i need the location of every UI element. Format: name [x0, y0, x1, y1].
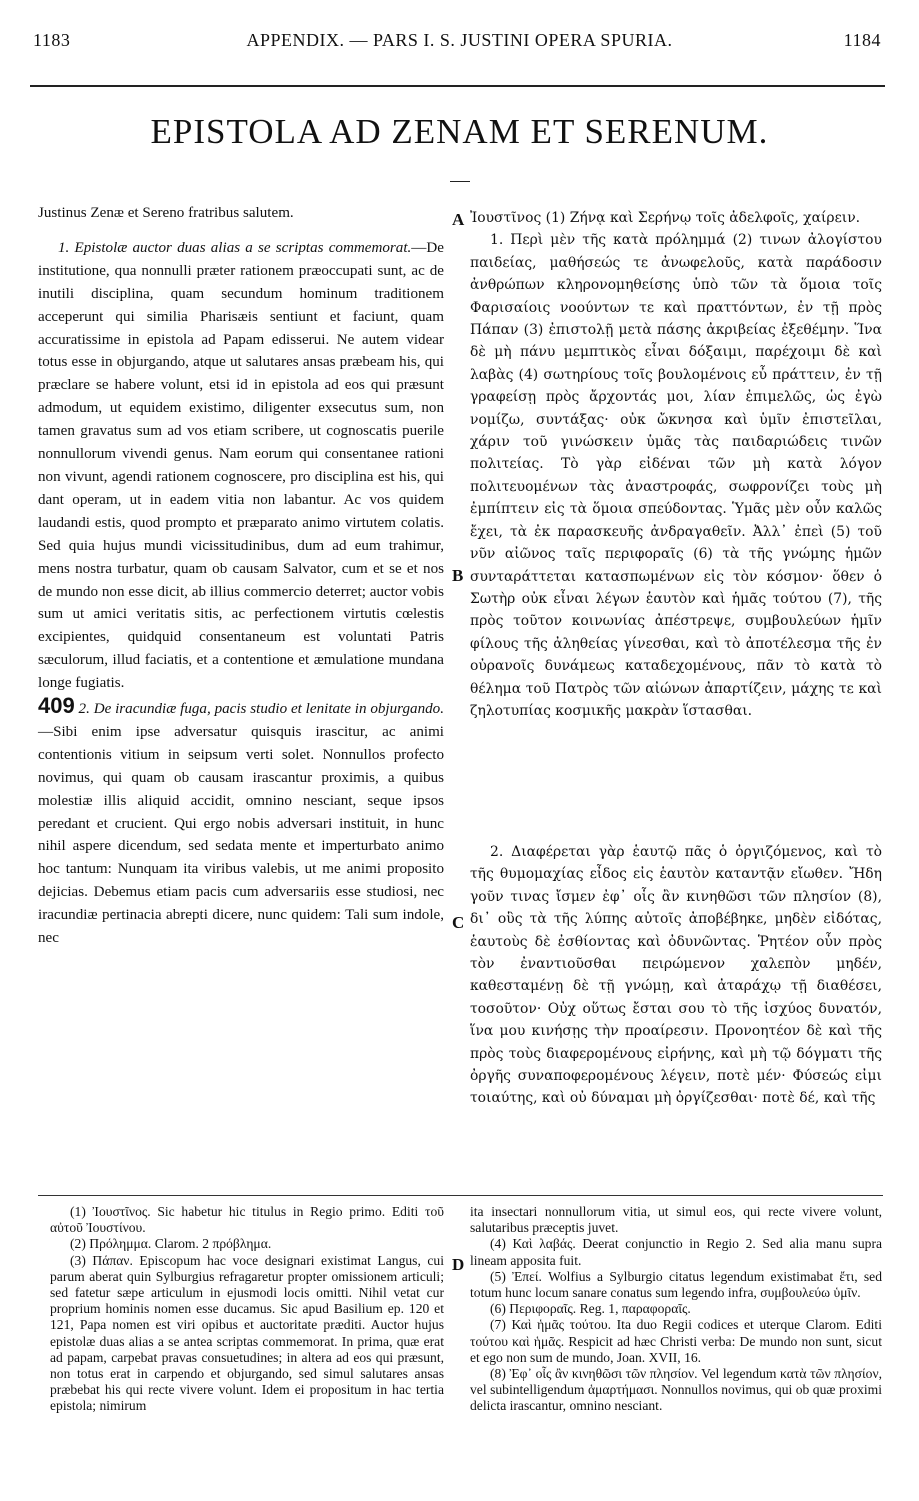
- greek-paragraph-1: 1. Περὶ μὲν τῆς κατὰ πρόλημμά (2) τινων ἀλογίστου παιδείας, μαθήσεώς τε ἀνωφελοῦς, κατὰ παράδοσιν ἀνθρώπων κληρονομηθείσης ὑπὸ τῶν τὰ ὅμοια τοῖς Φαρισαίοις νοούντων τε καὶ πραττόντων, ἐν τῇ πρὸς Πάπαν (3) ἐπιστολῇ μετὰ πάσης ἀκριβείας ἐξεθέμην. Ἵνα δὲ μὴ πάνυ μεμπτικὸς εἶναι δόξαιμι, παρέχοιμι δὲ καὶ λαβὰς (4) σωτηρίους τοῖς βουλομένοις εὖ πράττειν, ἐν τῇ γραφείσῃ πρὸς ἄρχοντάς μοι, λίαν ἐπιμελῶς, ὡς ἐγὼ νομίζω, συντάξας· οὐκ ὤκνησα καὶ ὑμῖν ἐπιστεῖλαι, χάριν τοῦ γινώσκειν ὑμᾶς τὰς παιδαριώδεις τινῶν πολιτείας. Τὸ γὰρ εἰδέναι τῶν μὴ κατὰ λόγον πολιτευομένων τὰς ἀναστροφάς, σωφρονίζει τοὺς μὴ ἐμπίπτειν εἰς τὰ ὅμοια σπεύδοντας. Ὑμᾶς μὲν οὖν καλῶς ἔχει, τὰ ἐκ παρασκευῆς ἀνδραγαθεῖν. Ἀλλ᾽ ἐπεὶ (5) τοῦ νῦν αἰῶνος ταῖς περιφοραῖς (6) τὰ τῆς γνώμης ἡμῶν συνταράττεται κατασπωμένων εἰς τὸν κόσμον· ὅθεν ὁ Σωτὴρ οὐκ εἶναι λέγων ἑαυτὸν καὶ ἡμᾶς τούτου (7), τῆς πρὸς τοῦτον κοινωνίας ἀπέστρεψε, συμβουλεύων ἡμῖν φίλους τῆς ἀληθείας γίνεσθαι, καὶ τὸ ἀποτέλεσμα τῆς ἐν οὐρανοῖς δυνάμεως καταδεχομένους, πᾶν τὸ κατὰ τὸ θέλημα τοῦ Πατρὸς τῶν αἰώνων ἀπαρτίζειν, μάχης τε καὶ ζηλοτυπίας κοσμικῆς μακρὰν ἵστασθαι.: [470, 232, 882, 719]
- footnote-1: (1) Ἰουστῖνος. Sic habetur hic titulus in Regio primo. Editi τοῦ αὐτοῦ Ἰουστίνου.: [50, 1204, 444, 1236]
- header-rule: [30, 85, 885, 87]
- footnote-3-continued: ita insectari nonnullorum vitia, ut simul eos, qui recte vivere volunt, salutaribus præceptis juvet.: [470, 1204, 882, 1236]
- title-divider: [450, 181, 470, 182]
- running-header: [0, 30, 919, 54]
- latin-paragraph-1: [38, 237, 444, 695]
- latin-column: [38, 202, 444, 950]
- latin-p2-heading: 2. De iracundiæ fuga, pacis studio et lenitate in objurgando.: [78, 701, 444, 718]
- footnote-7: (7) Καὶ ἡμᾶς τούτου. Ita duo Regii codices et uterque Clarom. Editi τούτου καὶ ἡμᾶς. Respicit ad hæc Christi verba: De mundo non sunt, sicut et ego non sum de mundo, Joan. XVII, 16.: [470, 1317, 882, 1365]
- greek-column-2: [470, 841, 882, 1110]
- latin-p1-heading: 1. Epistolæ auctor duas alias a se scriptas commemorat.: [58, 239, 412, 256]
- margin-letter-a: A: [452, 210, 465, 229]
- footnote-2: (2) Πρόλημμα. Clarom. 2 πρόβλημα.: [70, 1236, 272, 1252]
- footnotes-right: [470, 1204, 882, 1415]
- footnote-6: (6) Περιφοραῖς. Reg. 1, παραφοραῖς.: [490, 1301, 691, 1317]
- greek-paragraph-2: 2. Διαφέρεται γὰρ ἑαυτῷ πᾶς ὁ ὀργιζόμενος, καὶ τὸ τῆς θυμομαχίας εἶδος εἰς ἑαυτὸν καταντᾷν εἴωθεν. Ἤδη γοῦν τινας ἴσμεν ἐφ᾽ οἷς ἂν κινηθῶσι τῶν πλησίον (8), δι᾽ οὓς τὰ τῆς λύπης αὐτοῖς ἀποβέβηκε, μηδὲν εἰδότας, ἑαυτοὺς δὲ ἐσθίοντας καὶ ὀδυνῶντας. Ῥητέον οὖν πρὸς τὸν ἐναντιοῦσθαι πειρώμενον χαλεπὸν μηδέν, καθεσταμένῃ δὲ τῇ γνώμῃ, καὶ ἀταράχῳ τῇ διαθέσει, τοσοῦτον· Οὐχ οὕτως ἔσται σου τὸ τῆς ἰσχύος δυνατόν, ἵνα μου κινήσῃς τὴν προαίρεσιν. Προνοητέον δὲ καὶ τῆς πρὸς τοὺς διαφερομένους εἰρήνης, καὶ μὴ τῷ δόγματι τῆς ὀργῆς συναποφερομένους λέγειν, ποτὲ μέν· Φύσεώς εἰμι τοιαύτης, καὶ οὐ δύναμαι μὴ ὀργίζεσθαι· ποτὲ δέ, καὶ τῆς: [470, 844, 882, 1107]
- footnotes-left: [50, 1204, 444, 1415]
- latin-p2-text: —Sibi enim ipse adversatur quisquis irascitur, ac animi contentionis vitium in seipsum verti solet. Nonnullos profecto novimus, qui quam ob causam irascantur proximis, a quibus molestiæ illis aliquid accidit, omnino nesciant, seque ipsos peredant et crucient. Qui ergo nobis adversari instituit, in hunc nihil aspere dicendum, sed sedata mente et imperturbato animo hoc tantum: Nunquam ita viribus valebis, ut me animi proposito dejicias. Debemus etiam pacis cum adversariis esse studiosi, nec iracundiæ pertinacia abrepti dicere, nunc quidem: Tali sum indole, nec: [38, 723, 444, 947]
- greek-column: [470, 207, 882, 722]
- latin-p1-text: —De institutione, qua nonnulli præter rationem præoccupati sunt, ac de inutili disciplina, quam secundum hominum traditionem acceperunt qui similia Pharisæis sentiunt et faciunt, quam accuratissime in epistola ad Papam edisserui. Ne autem videar totus esse in objurgando, atque ut salutares ansas præbeam his, qui præclare se habere volunt, etsi id in epistola ad eos qui præsunt admodum, ut equidem existimo, diligenter exsecutus sum, non tamen gravatus sum ad vos etiam scribere, ut cognoscatis puerile nonnullorum vivendi genus. Nam eorum qui consentanee rationi non vivunt, agendi rationem cognoscere, pro disciplina est his, qui dant operam, ut in eadem vitia non labantur. Ac vos quidem laudandi estis, quod prompto et præparato animo virtutem colatis. Sed quia hujus mundi vicissitudinibus, dum ad eum trahimur, mens nostra turbatur, quam ob causam Salvator, cum et se et nos de mundo non esse dicit, ab illius commercio deterret; auctor vobis sum ut amici veritatis sitis, ac perfectionem virtutis cœlestis excipientes, quidquid consentaneum est voluntati Patris sæculorum, illud faciatis, et a contentione et æmulatione mundana longe fugiatis.: [38, 239, 444, 692]
- footnote-3: (3) Πάπαν. Episcopum hac voce designari existimat Langus, cui parum aberat quin Sylburgius refragaretur propter omissionem articuli; sed fatetur sæpe articulum in ejusmodi locis omitti. Nihil vetat cur proprium hominis nomen esse ducamus. Sic apud Basilium ep. 120 et 121, Papa nomen est viri opibus et auctoritate præditi. Auctor hujus epistolæ duas alias a se antea scriptas commemorat. In prima, quæ erat ad papam, carpebat pravas consuetudines; in altera ad eos qui præsunt, non totus erat in carpendo et objurgando, sed simul salutares ansas præbebat his qui recte vivere volunt. Idem ei propositum in hac tertia epistola; nimirum: [50, 1252, 444, 1414]
- footnote-rule: [38, 1195, 883, 1196]
- latin-salutation: Justinus Zenæ et Sereno fratribus salutem.: [38, 205, 294, 221]
- footnote-8: (8) Ἐφ᾽ οἷς ἂν κινηθῶσι τῶν πλησίον. Vel legendum κατὰ τῶν πλησίον, vel subintelligendum ἁμαρτήμασι. Nonnullos novimus, qui ob quæ proximi delicta irascantur, omnino nesciant.: [470, 1366, 882, 1414]
- running-title: APPENDIX. — PARS I. S. JUSTINI OPERA SPURIA.: [246, 30, 673, 50]
- page-number-left: 1183: [33, 30, 71, 50]
- page-number-right: 1184: [843, 30, 881, 50]
- margin-letter-b: B: [452, 566, 464, 585]
- latin-paragraph-2: [38, 695, 444, 950]
- footnote-4: (4) Καὶ λαβάς. Deerat conjunctio in Regio 2. Sed alia manu supra lineam apposita fuit.: [470, 1236, 882, 1268]
- footnote-5: (5) Ἐπεί. Wolfius a Sylburgio citatus legendum existimabat ἔτι, sed totum hunc locum sanare conatus sum legendo infra, συμβουλεύω ὑμῖν.: [470, 1268, 882, 1301]
- margin-letter-c: C: [452, 913, 465, 932]
- greek-salutation: Ἰουστῖνος (1) Ζήνᾳ καὶ Σερήνῳ τοῖς ἀδελφοῖς, χαίρειν.: [470, 210, 861, 226]
- margin-letter-d: D: [452, 1255, 465, 1274]
- page-title: EPISTOLA AD ZENAM ET SERENUM.: [150, 112, 769, 151]
- column-number-409: 409: [38, 693, 75, 719]
